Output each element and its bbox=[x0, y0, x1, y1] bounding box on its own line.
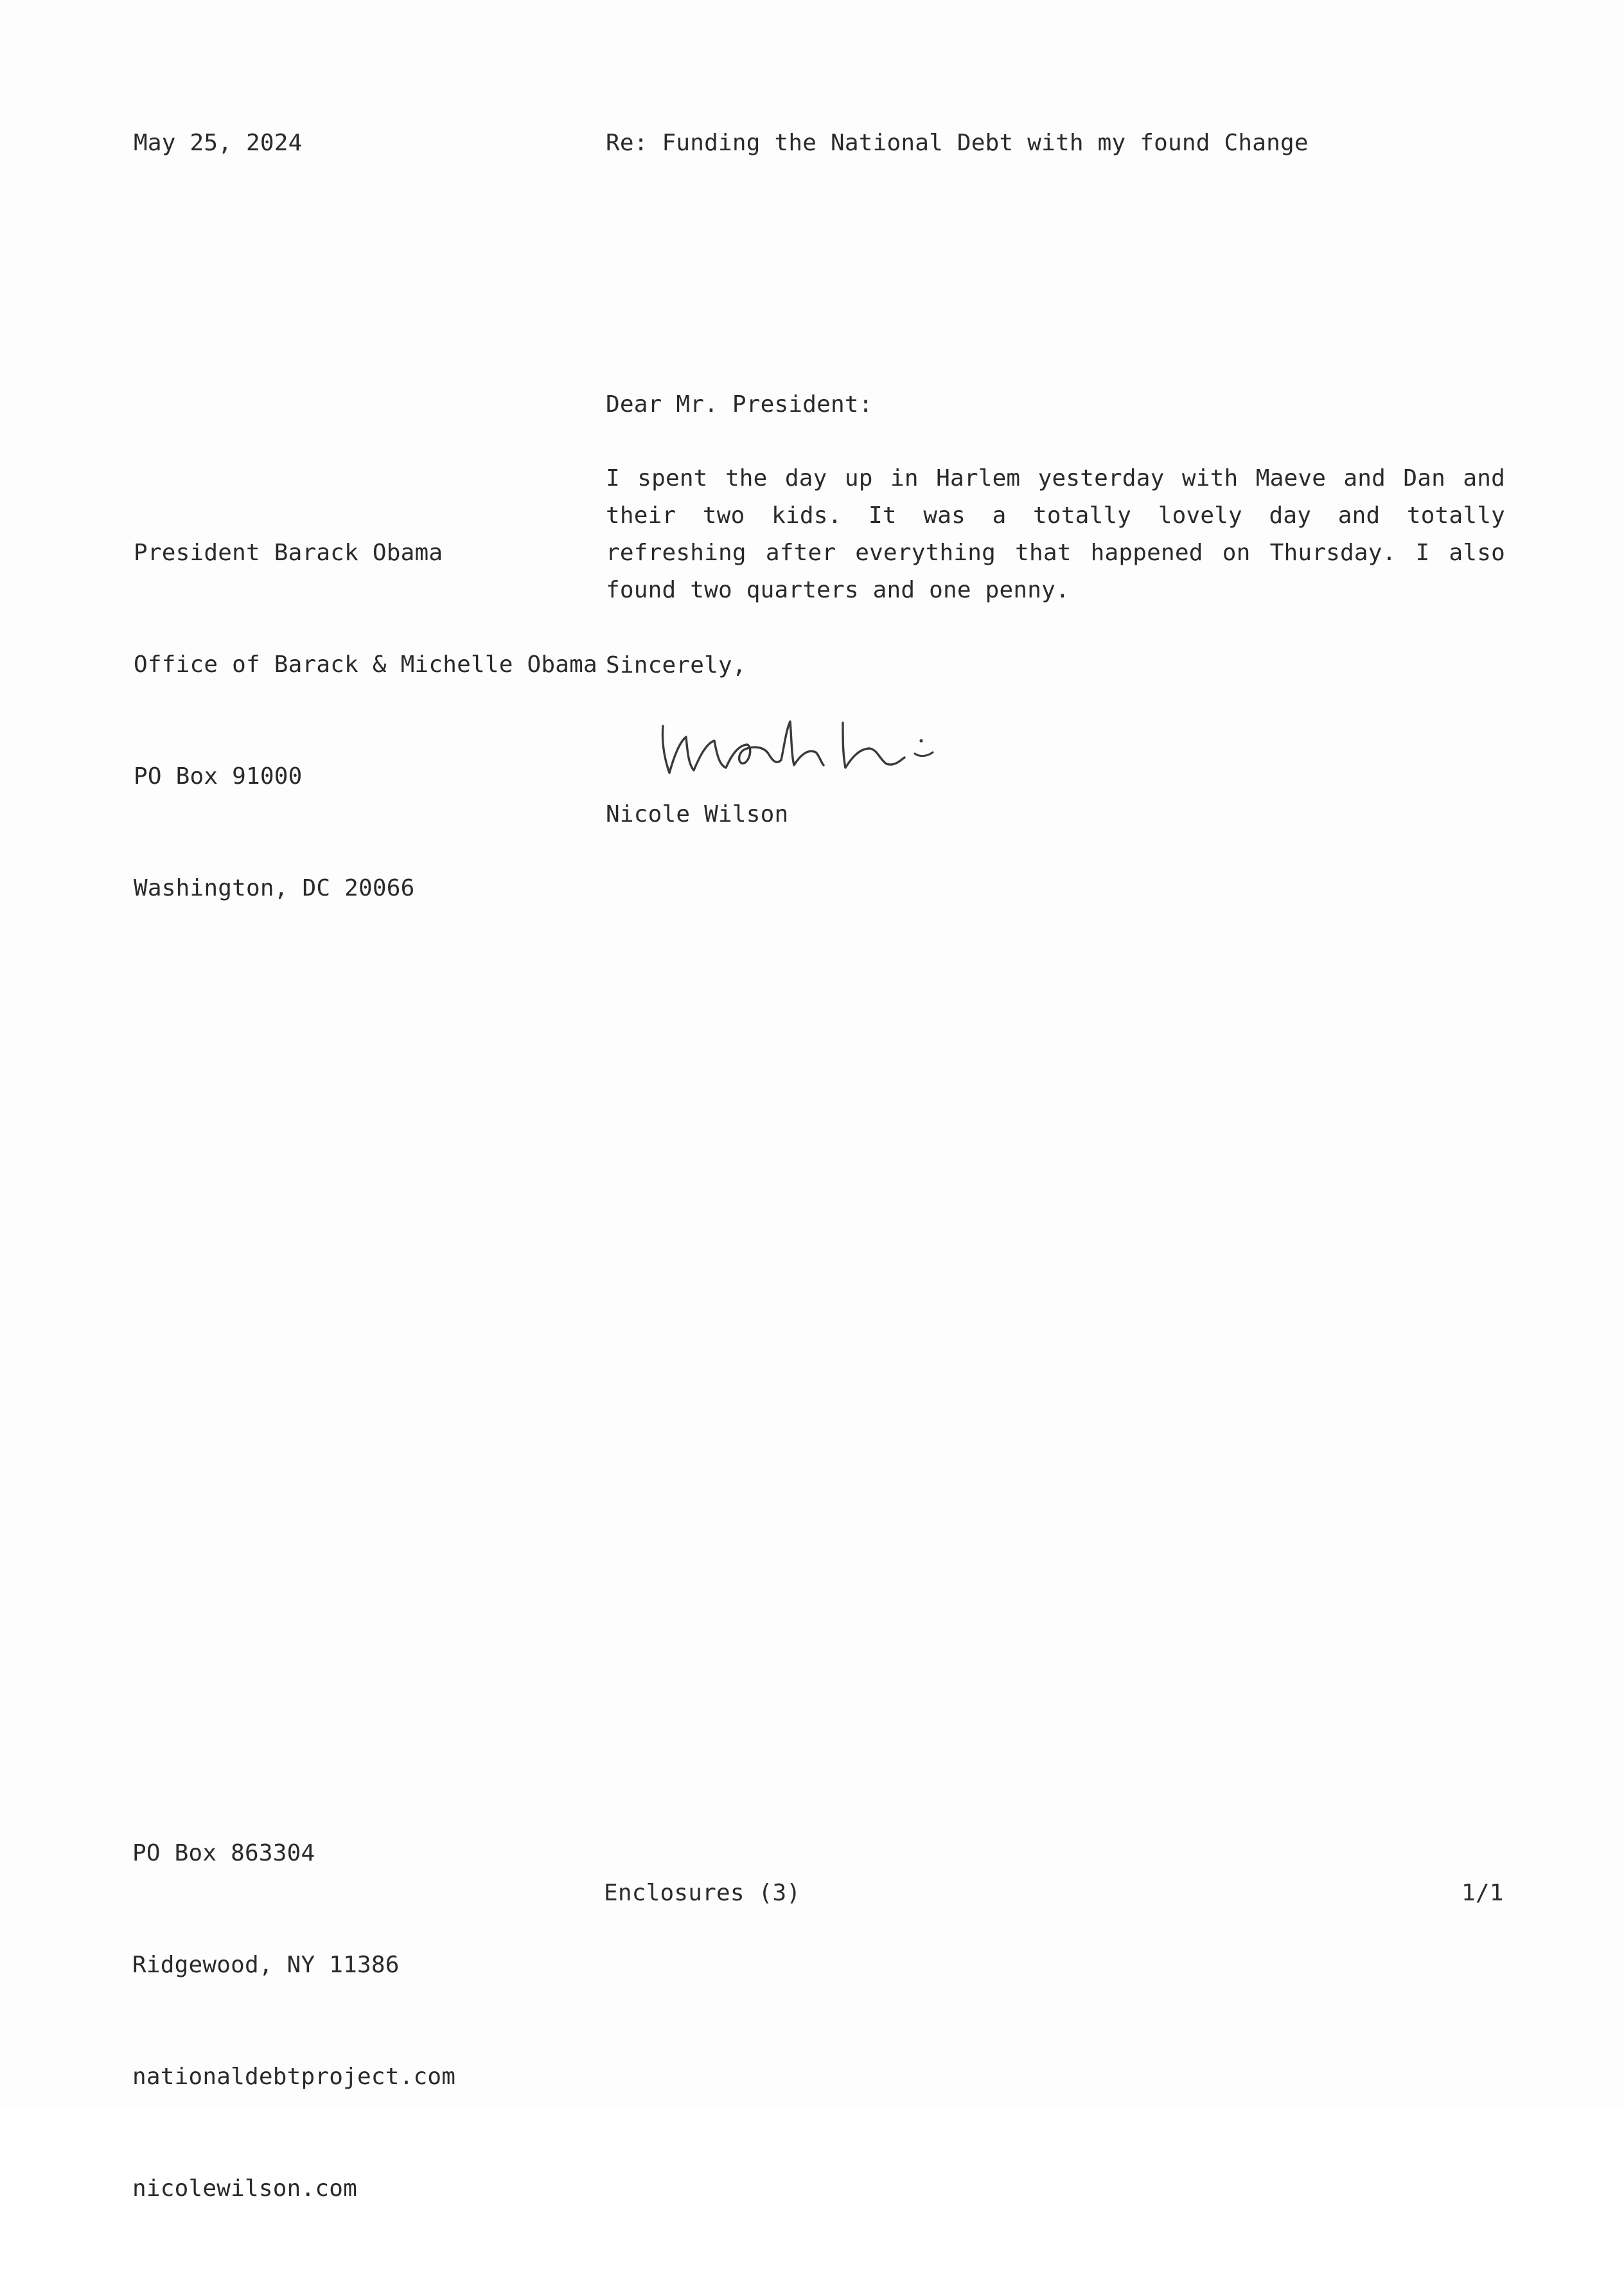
signer-name: Nicole Wilson bbox=[606, 801, 789, 827]
closing: Sincerely, bbox=[606, 652, 746, 678]
sender-line: Ridgewood, NY 11386 bbox=[132, 1952, 400, 1978]
sender-website-link[interactable]: nicolewilson.com bbox=[132, 2175, 357, 2202]
sender-website-link[interactable]: nationaldebtproject.com bbox=[132, 2064, 456, 2090]
recipient-line: President Barack Obama bbox=[134, 540, 443, 566]
enclosures-note: Enclosures (3) bbox=[604, 1880, 801, 1906]
recipient-address bbox=[134, 460, 597, 982]
recipient-line: Washington, DC 20066 bbox=[134, 875, 415, 901]
letter-body: I spent the day up in Harlem yesterday with Maeve and Dan and their two kids. It was a totally lovely day and totally refreshing after everything that happened on Thursday. I also found two quarters and one penny. bbox=[606, 465, 1505, 603]
sender-line: PO Box 863304 bbox=[132, 1840, 315, 1866]
recipient-line: PO Box 91000 bbox=[134, 763, 303, 790]
letter-date: May 25, 2024 bbox=[134, 130, 303, 156]
sender-address bbox=[132, 1760, 455, 2282]
handwritten-signature bbox=[655, 703, 964, 781]
salutation: Dear Mr. President: bbox=[606, 391, 873, 418]
recipient-line: Office of Barack & Michelle Obama bbox=[134, 651, 597, 678]
letter-subject: Re: Funding the National Debt with my found Change bbox=[606, 130, 1309, 156]
page-number: 1/1 bbox=[1461, 1880, 1504, 1906]
